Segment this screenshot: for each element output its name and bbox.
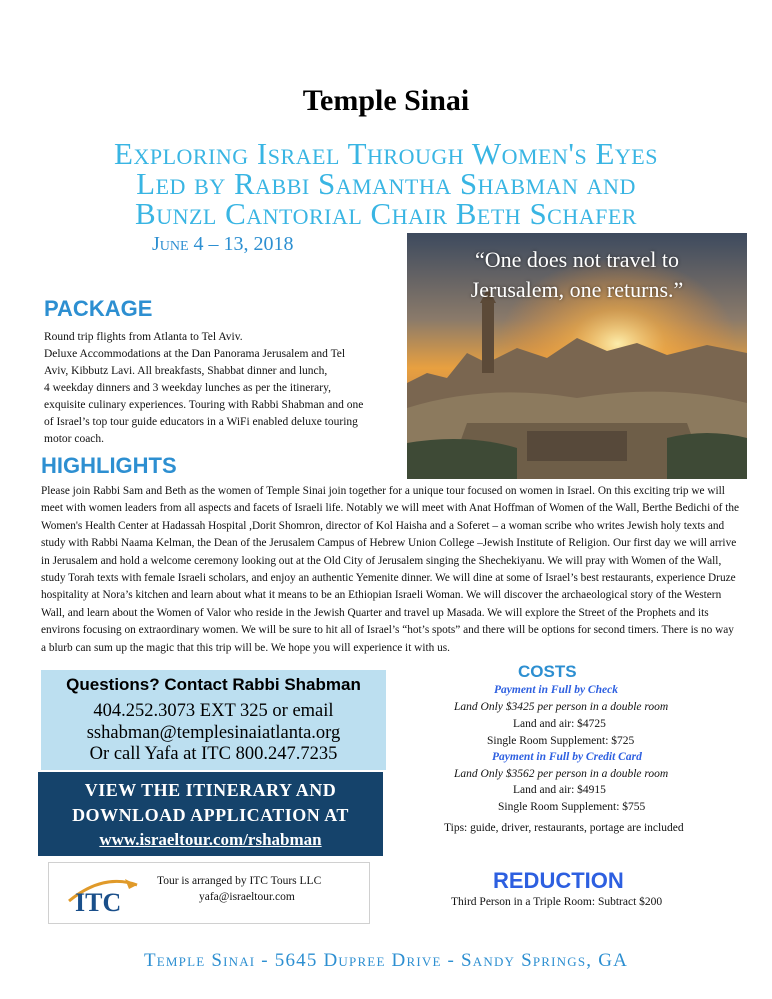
itinerary-line-1: VIEW THE ITINERARY AND [84, 780, 337, 800]
check-land-air: Land and air: $4725 [513, 718, 606, 730]
package-line: exquisite culinary experiences. Touring with Rabbi Shabman and one [44, 399, 364, 411]
contact-call: Or call Yafa at ITC 800.247.7235 [89, 744, 338, 764]
trip-headline-line-1: Exploring Israel Through Women's Eyes [114, 136, 658, 171]
photo-quote [407, 245, 747, 305]
card-single-room: Single Room Supplement: $755 [498, 801, 646, 813]
card-land-air: Land and air: $4915 [513, 784, 606, 796]
itc-logo-icon [63, 867, 143, 919]
itc-arranged-by: Tour is arranged by ITC Tours LLC [157, 875, 322, 887]
trip-dates: June 4 – 13, 2018 [152, 233, 294, 255]
itc-box [48, 862, 370, 924]
reduction-heading: REDUCTION [493, 868, 624, 893]
contact-box [41, 670, 386, 770]
check-payment-label: Payment in Full by Check [494, 684, 618, 696]
itc-email-link[interactable]: yafa@israeltour.com [199, 891, 295, 903]
trip-headline-line-2: Led by Rabbi Samantha Shabman and [136, 166, 636, 201]
highlights-description: Please join Rabbi Sam and Beth as the women of Temple Sinai join together for a unique tour focused on women in Israel. On this exciting trip we will meet with women leaders from all aspects and facets of Israeli life. Notably we will meet with Anat Hoffman of Women of the Wall, Berthe Bedichi of the Women's Health Center at Hadassah Hospital ,Dorit Shomron, director of Kol Haisha and a Soferet – a woman scribe who writes Jewish holy texts and study with Rabbi Naama Kelman, the Dean of the Jerusalem Campus of Hebrew Union College –Jewish Institute of Religion. Our first day we will arrive in Jerusalem and hold a welcome ceremony looking out at the Old City of Jerusalem singing the Shechekiyanu. We will pray with Women of the Wall, study Torah texts with female Israeli scholars, and enjoy an authentic Yemenite dinner. We will dine at some of Israel’s best restaurants, experience Druze hospitality at Nora’s kitchen and learn about what it means to be an Ethiopian Israeli Woman. We will discover the archaeological story of the Western Wall, and learn about the Women of Valor who reside in the Jewish Quarter and travel up Masada. We will explore the Street of the Prophets and its environs focusing on extraordinary women. We will be sure to hit all of Israel’s “hot’s spots” and there will be options for second timers. There is no way a blurb can sum up the magic that this trip will be. We hope you will experience it with us. [41, 485, 740, 654]
reduction-text: Third Person in a Triple Room: Subtract $200 [451, 896, 663, 908]
highlights-heading: HIGHLIGHTS [41, 453, 177, 478]
package-description [44, 329, 404, 448]
itinerary-link[interactable]: www.israeltour.com/rshabman [99, 830, 322, 849]
footer-address: Temple Sinai - 5645 Dupree Drive - Sandy Springs, GA [143, 950, 629, 971]
package-heading: PACKAGE [44, 296, 153, 321]
trip-headline-line-3: Bunzl Cantorial Chair Beth Schafer [135, 196, 637, 231]
package-line: motor coach. [44, 433, 105, 445]
photo-quote-line-1: “One does not travel to [474, 247, 680, 272]
package-line: 4 weekday dinners and 3 weekday lunches as per the itinerary, [44, 382, 331, 394]
card-payment-label: Payment in Full by Credit Card [492, 751, 642, 763]
package-line: Aviv, Kibbutz Lavi. All breakfasts, Shabbat dinner and lunch, [44, 365, 328, 377]
page-title: Temple Sinai [302, 84, 470, 117]
check-land-only: Land Only $3425 per person in a double room [454, 701, 669, 713]
check-single-room: Single Room Supplement: $725 [487, 735, 635, 747]
itc-logo-text: ITC [75, 888, 122, 917]
card-land-only: Land Only $3562 per person in a double room [454, 768, 669, 780]
contact-heading: Questions? Contact Rabbi Shabman [66, 675, 361, 694]
contact-email-link[interactable]: sshabman@templesinaiatlanta.org [86, 723, 341, 743]
photo-quote-line-2: Jerusalem, one returns.” [470, 277, 684, 302]
package-line: of Israel’s top tour guide educators in a WiFi enabled deluxe touring [44, 416, 358, 428]
jerusalem-photo [407, 233, 747, 479]
itinerary-box [38, 772, 383, 856]
package-line: Deluxe Accommodations at the Dan Panorama Jerusalem and Tel [44, 348, 346, 360]
itinerary-line-2: DOWNLOAD APPLICATION AT [72, 805, 349, 825]
costs-heading: COSTS [518, 662, 577, 681]
package-line: Round trip flights from Atlanta to Tel Aviv. [44, 331, 243, 343]
tips-note: Tips: guide, driver, restaurants, portage are included [444, 822, 684, 834]
contact-phone: 404.252.3073 EXT 325 or email [93, 701, 334, 721]
